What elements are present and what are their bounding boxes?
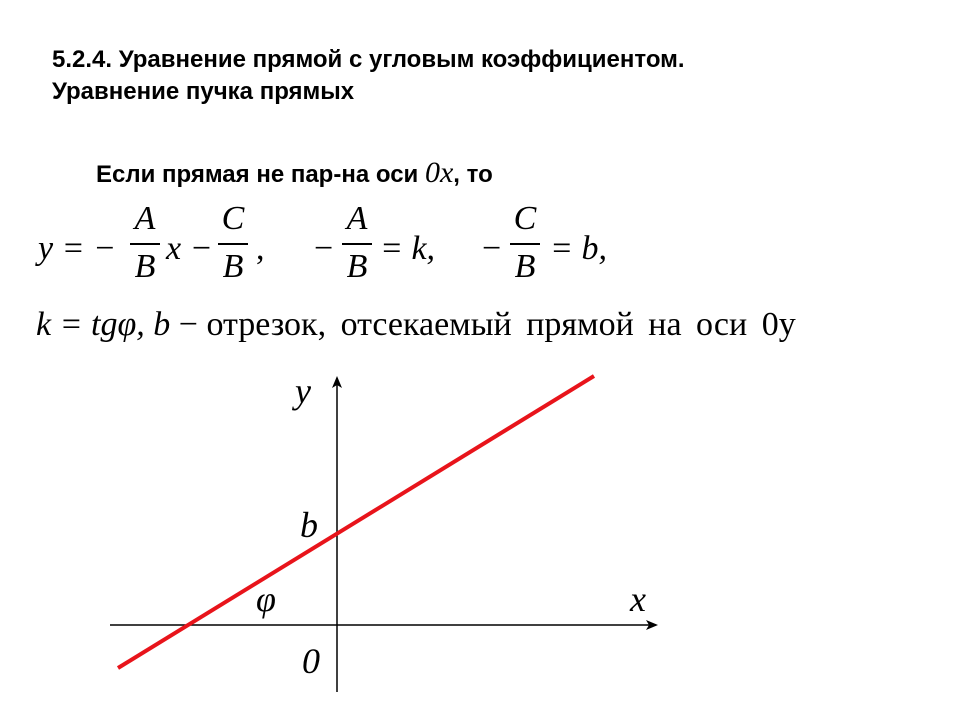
formula-2-start: − bbox=[314, 230, 334, 267]
definition-text: отрезок, отсекаемый прямой на оси 0у bbox=[206, 306, 796, 343]
fraction-denominator: B bbox=[346, 248, 368, 285]
fraction-numerator: A bbox=[134, 200, 156, 237]
phi-angle-label: φ bbox=[256, 579, 276, 619]
fraction-denominator: B bbox=[222, 248, 244, 285]
formula-3-rhs: = b, bbox=[550, 230, 607, 267]
y-axis-label: y bbox=[295, 371, 311, 411]
fraction-numerator: A bbox=[346, 200, 368, 237]
formula-2-rhs: = k, bbox=[380, 230, 436, 267]
b-intercept-label: b bbox=[300, 505, 318, 545]
condition-axis: 0x bbox=[424, 156, 454, 189]
fraction-denominator: B bbox=[514, 248, 536, 285]
fraction-denominator: B bbox=[134, 248, 156, 285]
title-line-1: 5.2.4. Уравнение прямой с угловым коэффициентом. bbox=[52, 46, 685, 73]
formula-1-end: , bbox=[256, 230, 265, 267]
formula-3-start: − bbox=[482, 230, 502, 267]
fraction-numerator: C bbox=[513, 200, 537, 237]
x-axis-label: x bbox=[630, 579, 646, 619]
condition-prefix: Если прямая не пар-на оси bbox=[96, 161, 425, 188]
definition-k: k = tg bbox=[36, 306, 118, 343]
definition-b: , b bbox=[136, 306, 171, 343]
origin-label: 0 bbox=[302, 641, 320, 681]
formula-1-lhs: y = − bbox=[38, 230, 116, 267]
condition-suffix: , то bbox=[453, 161, 493, 188]
title-line-2: Уравнение пучка прямых bbox=[52, 78, 355, 105]
fraction-numerator: C bbox=[221, 200, 245, 237]
formula-1-mid: x − bbox=[166, 230, 213, 267]
definition-phi: φ bbox=[117, 306, 137, 343]
straight-line bbox=[118, 376, 594, 668]
definition-dash: − bbox=[170, 306, 207, 343]
